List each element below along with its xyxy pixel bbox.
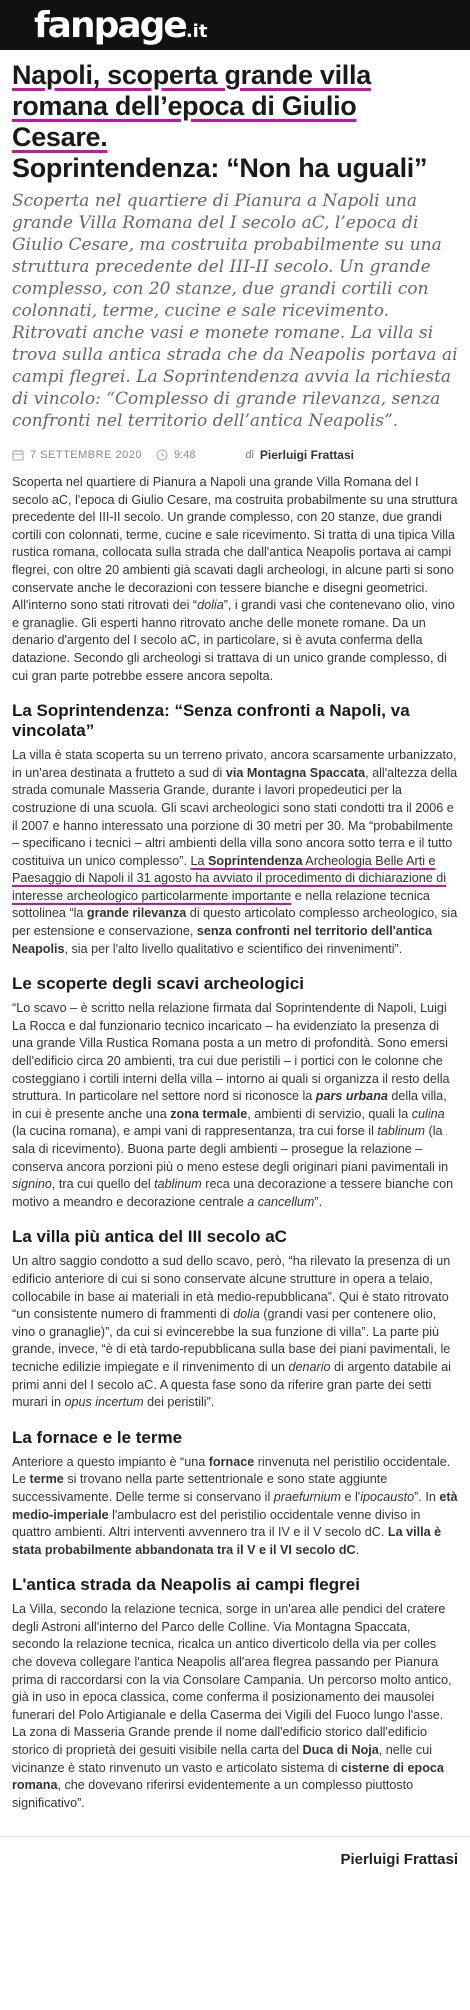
article-title bbox=[12, 60, 458, 184]
calendar-icon bbox=[12, 449, 24, 461]
article-date: 7 SETTEMBRE 2020 bbox=[30, 449, 142, 461]
heading-scoperte: Le scoperte degli scavi archeologici bbox=[12, 974, 304, 994]
heading-fornace-terme: La fornace e le terme bbox=[12, 1427, 183, 1447]
article-meta bbox=[12, 448, 458, 474]
paragraph-1: Scoperta nel quartiere di Pianura a Napoli una grande Villa Romana del I secolo aC, l'epoca di Giulio Cesare, ma costruita probabilmente su una struttura precedente del III-II secolo. Un grande complesso, con 20 stanze, due grandi cortili con colonnati, terme, cucine e sale ricevimento. Si tratta di una tipica Villa rustica romana, collocata sulla strada che dall'antica Neapolis portava ai campi flegrei, con oltre 20 ambienti già scavati dagli archeologi, in alcune parti si sono conservate anche le decorazioni con tessere bianche e disegni geometrici. All'interno sono stati ritrovati dei “dolia”, i grandi vasi che contenevano olio, vino e granaglie. Gli esperti hanno ritrovato anche delle monete romane. Da un denario d'argento del I secolo aC, in particolare, si è avuta conferma della datazione. Secondo gli archeologi si trattava di un unico grande complesso, di cui gran parte potrebbe essere ancora sepolta. bbox=[12, 475, 458, 683]
heading-villa-antica: La villa più antica del III secolo aC bbox=[12, 1227, 287, 1247]
byline-prefix: di bbox=[245, 449, 254, 461]
footer-author[interactable]: Pierluigi Frattasi bbox=[340, 1851, 458, 1869]
heading-antica-strada: L'antica strada da Neapolis ai campi flegrei bbox=[12, 1575, 360, 1595]
article-time: 9:48 bbox=[173, 449, 196, 461]
site-header bbox=[0, 0, 470, 50]
article bbox=[0, 60, 470, 1812]
site-logo[interactable] bbox=[34, 5, 207, 46]
paragraph-5: Anteriore a questo impianto è “una fornace rinvenuta nel peristilio occidentale. Le terme si trovano nella parte settentrionale e sono state aggiunte successivamente. Delle terme si conservano il praefurnium e l'ipocausto”. In età medio-imperiale l'ambulacro est del peristilio occidentale venne diviso in quattro ambienti. Altri interventi avvennero tra il IV e il V secolo dC. La villa è stata probabilmente abbandonata tra il V e il VI secolo dC. bbox=[12, 1454, 458, 1557]
article-body bbox=[12, 474, 458, 1812]
clock-icon bbox=[156, 449, 168, 461]
paragraph-4: Un altro saggio condotto a sud dello scavo, però, “ha rilevato la presenza di un edificio anteriore di cui si sono conservate alcune strutture in opera a telaio, collocabile in base ai materiali in età medio-repubblicana”. Qui è stato ritrovato “un consistente numero di frammenti di dolia (grandi vasi per contenere olio, vino o granaglie)”, da cui si evincerebbe la sua funzione di villa”. La parte più grande, invece, “è di età tardo-repubblicana sulla base dei piani pavimentali, le tecniche edilizie impiegate e il rinvenimento di un denario di argento databile ai primi anni del I secolo aC. A questa fase sono da riferire gran parte dei setti murari in opus incertum dei peristili”. bbox=[12, 1254, 451, 1410]
title-line-2: romana dell’epoca di Giulio Cesare. bbox=[12, 91, 357, 152]
paragraph-6: La Villa, secondo la relazione tecnica, sorge in un'area alle pendici del cratere degli Astroni all'interno del Parco delle Colline. Via Montagna Spaccata, secondo la relazione tecnica, ricalca un antico diverticolo della via per colles che doveva collegare l'antica Neapolis all'area flegrea passando per Pianura prima di raccordarsi con la via Consolare Campania. Un percorso molto antico, già in uso in epoca classica, come conferma il posizionamento dei mausolei funerari del Polo Artigianale e della Caserma dei Vigili del Fuoco lungo l'asse. La zona di Masseria Grande prende il nome dall'edificio storico dall'edificio storico di proprietà dei gesuiti visibile nella carta del Duca di Noja, nelle cui vicinanze è stato rinvenuto un vasto e articolato sistema di cisterne di epoca romana, che dovevano riferirsi evidentemente a un complesso piuttosto significativo”. bbox=[12, 1602, 452, 1810]
article-summary: Scoperta nel quartiere di Pianura a Napoli una grande Villa Romana del I secolo aC, l’epoca di Giulio Cesare, ma costruita probabilmente su una struttura precedente del III-II secolo. Un grande complesso, con 20 stanze, due grandi cortili con colonnati, terme, cucine e sale ricevimento. Ritrovati anche vasi e monete romane. La villa si trova sulla antica strada che da Neapolis portava ai campi flegrei. La Soprintendenza avvia la richiesta di vincolo: “Complesso di grande rilevanza, senza confronti nel territorio dell’antica Neapolis”. bbox=[12, 191, 458, 431]
highlighted-passage: La Soprintendenza Archeologia Belle Arti e Paesaggio di Napoli il 31 agosto ha avviato il procedimento di dichiarazione di interesse archeologico particolarmente importante bbox=[12, 853, 447, 903]
logo-suffix: .it bbox=[185, 20, 208, 42]
title-line-3: Soprintendenza: “Non ha uguali” bbox=[12, 153, 428, 183]
title-line-1: Napoli, scoperta grande villa bbox=[12, 60, 371, 90]
paragraph-3: “Lo scavo – è scritto nella relazione firmata dal Soprintendente di Napoli, Luigi La Rocca e dal funzionario tecnico incaricato – ha evidenziato la presenza di una grande Villa Rustica Romana posta a un metro di profondità. Sono emersi dell'edificio circa 20 ambienti, tra cui due peristili – i portici con le colonne che costeggiano i cortili interni della villa – intorno ai quali si organizza il resto della struttura. In particolare nel settore nord si riconosce la pars urbana della villa, in cui è presente anche una zona termale, ambienti di servizio, quali la culina (la cucina romana), e ampi vani di rappresentanza, tra cui forse il tablinum (la sala di ricevimento). Buona parte degli ambienti – prosegue la relazione – conserva ancora porzioni più o meno estese degli originari piani pavimentali in signino, tra cui quello del tablinum reca una decorazione a tessere bianche con motivo a meandro e decorazione centrale a cancellum”. bbox=[12, 1001, 454, 1209]
paragraph-2: La villa è stata scoperta su un terreno privato, ancora scarsamente urbanizzato, in un'area destinata a frutteto a sud di via Montagna Spaccata, all'altezza della strada comunale Masseria Grande, durante i lavori propedeutici per la costruzione di una scuola. Gli scavi archeologici sono stati condotti tra il 2006 e il 2007 e hanno interessato una porzione di 30 metri per 30. Ma “probabilmente – specificano i tecnici – altri ambienti della villa sono ancora sotto terra e il tutto costituiva un unico complesso”. La Soprintendenza Archeologia Belle Arti e Paesaggio di Napoli il 31 agosto ha avviato il procedimento di dichiarazione di interesse archeologico particolarmente importante e nella relazione tecnica sottolinea “la grande rilevanza di questo articolato complesso archeologico, sia per estensione e conservazione, senza confronti nel territorio dell'antica Neapolis, sia per l'alto livello qualitativo e scientifico dei rinvenimenti”. bbox=[12, 748, 458, 956]
logo-main: fanpage bbox=[34, 4, 186, 46]
heading-soprintendenza: La Soprintendenza: “Senza confronti a Napoli, va vincolata” bbox=[12, 701, 410, 741]
author-link[interactable]: Pierluigi Frattasi bbox=[259, 448, 354, 462]
